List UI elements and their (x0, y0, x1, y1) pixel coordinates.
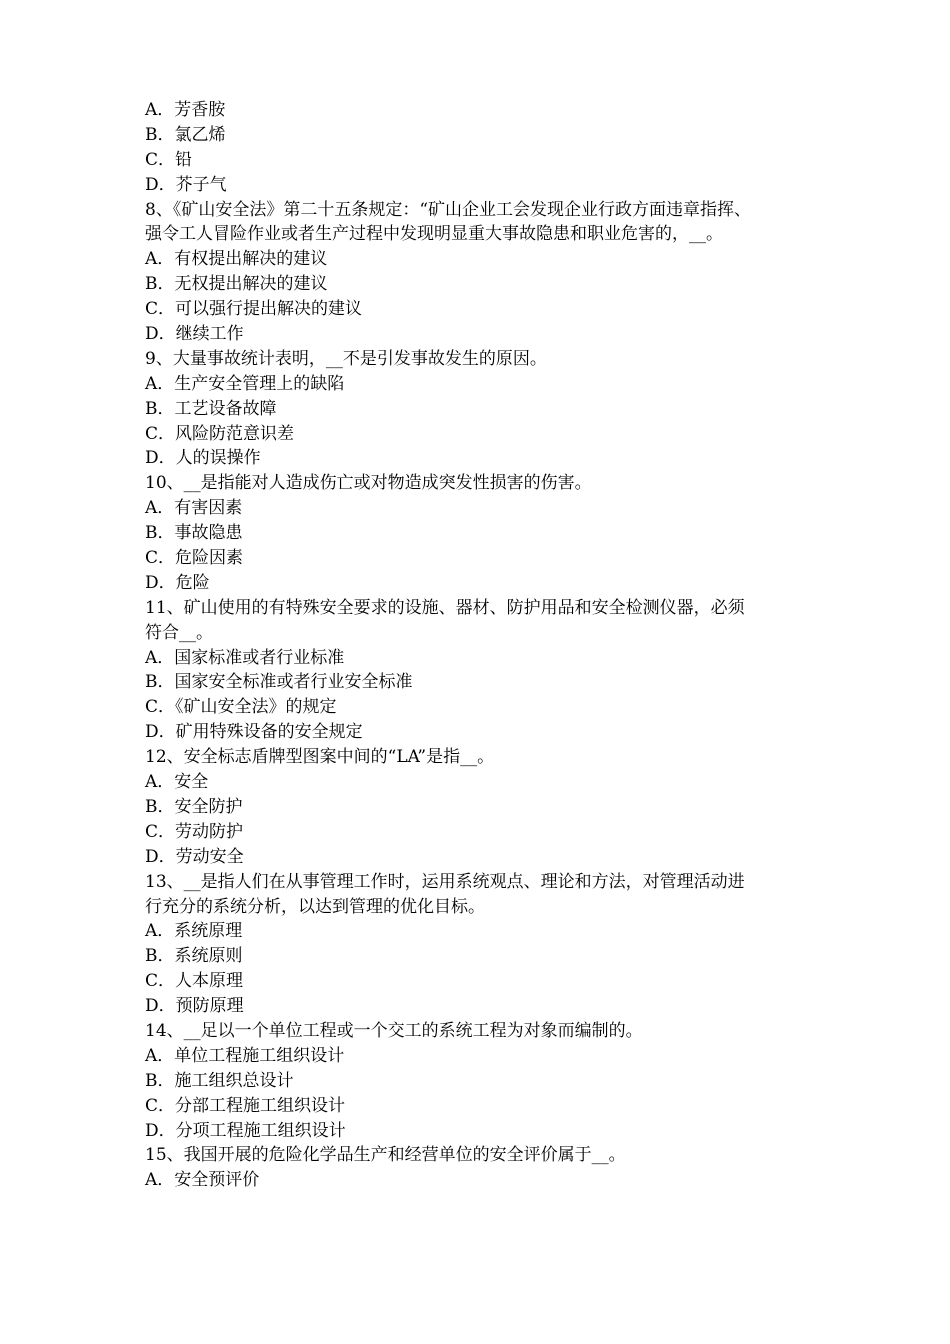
option-line: C．风险防范意识差 (145, 423, 295, 444)
option-line: D．预防原理 (145, 996, 244, 1017)
option-line: D．分项工程施工组织设计 (145, 1120, 346, 1141)
question-line: 行充分的系统分析，以达到管理的优化目标。 (145, 896, 485, 917)
option-line: A．有权提出解决的建议 (145, 249, 328, 270)
option-line: D．芥子气 (145, 174, 227, 195)
option-line: A．生产安全管理上的缺陷 (145, 373, 345, 394)
option-line: C．危险因素 (145, 548, 244, 569)
option-line: B．无权提出解决的建议 (145, 274, 328, 295)
question-line: 符合__。 (145, 622, 213, 643)
option-line: D．矿用特殊设备的安全规定 (145, 722, 363, 743)
option-line: B．施工组织总设计 (145, 1070, 294, 1091)
option-line: B．安全防护 (145, 796, 243, 817)
question-line: 8、《矿山安全法》第二十五条规定：“矿山企业工会发现企业行政方面违章指挥、 (145, 199, 752, 220)
option-line: A．国家标准或者行业标准 (145, 647, 345, 668)
option-line: A．芳香胺 (145, 100, 226, 120)
option-line: B．国家安全标准或者行业安全标准 (145, 672, 413, 693)
question-line: 12、安全标志盾牌型图案中间的“LA”是指__。 (145, 747, 495, 768)
option-line: A．单位工程施工组织设计 (145, 1045, 345, 1066)
option-line: D．人的误操作 (145, 448, 261, 469)
question-line: 11、矿山使用的有特殊安全要求的设施、器材、防护用品和安全检测仪器，必须 (145, 597, 745, 618)
option-line: D．危险 (145, 572, 210, 593)
option-line: C．分部工程施工组织设计 (145, 1095, 346, 1116)
option-line: C．《矿山安全法》的规定 (145, 697, 337, 718)
option-line: A．安全预评价 (145, 1170, 260, 1191)
option-line: A．系统原理 (145, 921, 243, 942)
option-line: B．氯乙烯 (145, 124, 226, 145)
document-page (145, 98, 825, 1193)
option-line: A．有害因素 (145, 498, 243, 519)
question-line: 10、__是指能对人造成伤亡或对物造成突发性损害的伤害。 (145, 473, 592, 494)
option-line: D．继续工作 (145, 324, 244, 345)
question-line: 13、__是指人们在从事管理工作时，运用系统观点、理论和方法，对管理活动进 (145, 871, 745, 892)
option-line: B．系统原则 (145, 946, 243, 967)
question-line: 强令工人冒险作业或者生产过程中发现明显重大事故隐患和职业危害的，__。 (145, 224, 723, 245)
option-line: C．劳动防护 (145, 821, 244, 842)
option-line: B．工艺设备故障 (145, 398, 277, 419)
option-line: C．可以强行提出解决的建议 (145, 299, 363, 320)
question-line: 9、大量事故统计表明，__不是引发事故发生的原因。 (145, 348, 547, 369)
option-line: C．铅 (145, 149, 193, 170)
option-line: B．事故隐患 (145, 523, 243, 544)
option-line: D．劳动安全 (145, 846, 244, 867)
option-line: A．安全 (145, 772, 209, 793)
question-line: 14、__足以一个单位工程或一个交工的系统工程为对象而编制的。 (145, 1020, 643, 1041)
question-line: 15、我国开展的危险化学品生产和经营单位的安全评价属于__。 (145, 1145, 626, 1166)
option-line: C．人本原理 (145, 971, 244, 992)
